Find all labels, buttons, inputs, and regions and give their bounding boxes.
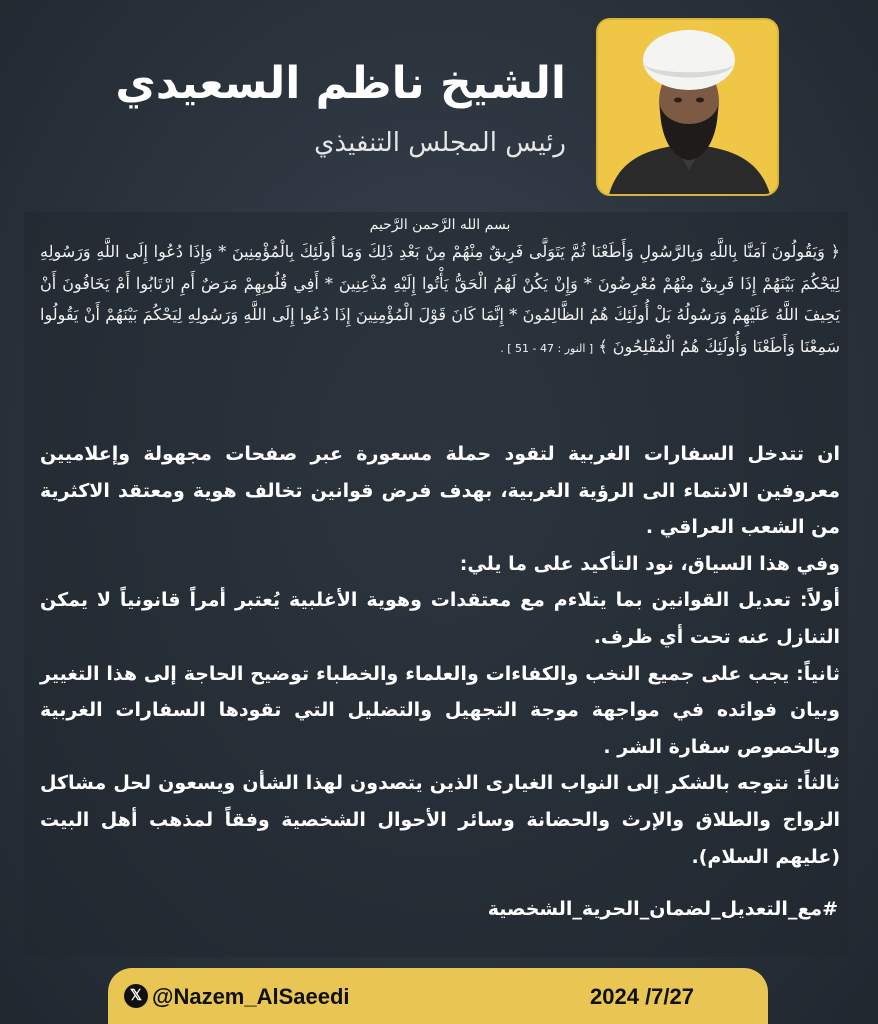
basmala: بسم الله الرَّحمن الرَّحيم: [369, 217, 511, 233]
paragraph-context: وفي هذا السياق، نود التأكيد على ما يلي:: [459, 552, 840, 575]
paragraph-first-point: أولاً: تعديل القوانين بما يتلاءم مع معتقدات وهوية الأغلبية يُعتبر أمراً قانونياً لا يمكن التنازل عنه تحت أي ظرف.: [40, 589, 840, 648]
quote-text: ﴿ وَيَقُولُونَ آمَنَّا بِاللَّهِ وَبِالرَّسُولِ وَأَطَعْنَا ثُمَّ يَتَوَلَّى فَرِيقٌ مِنْهُمْ مِنْ بَعْدِ ذَلِكَ وَمَا أُولَئِكَ بِالْمُؤْمِنِينَ * وَإِذَا دُعُوا إِلَى اللَّهِ وَرَسُولِهِ لِيَحْكُمَ بَيْنَهُمْ إِذَا فَرِيقٌ مِنْهُمْ مُعْرِضُونَ * وَإِنْ يَكُنْ لَهُمُ الْحَقُّ يَأْتُوا إِلَيْهِ مُذْعِنِينَ * أَفِي قُلُوبِهِمْ مَرَضٌ أَمِ ارْتَابُوا أَمْ يَخَافُونَ أَنْ يَحِيفَ اللَّهُ عَلَيْهِمْ وَرَسُولُهُ بَلْ أُولَئِكَ هُمُ الظَّالِمُونَ * إِنَّمَا كَانَ قَوْلَ الْمُؤْمِنِينَ إِذَا دُعُوا إِلَى اللَّهِ وَرَسُولِهِ لِيَحْكُمَ بَيْنَهُمْ أَنْ يَقُولُوا سَمِعْنَا وَأَطَعْنَا وَأُولَئِكَ هُمُ الْمُفْلِحُونَ ﴾: [40, 242, 840, 356]
avatar: [596, 18, 779, 196]
quran-quote: [40, 214, 840, 364]
footer-bar: [108, 968, 768, 1024]
paragraph-third-point: ثالثاً: نتوجه بالشكر إلى النواب الغيارى الذين يتصدون لهذا الشأن ويسعون لحل مشاكل الزواج والطلاق والإرث والحضانة وسائر الأحوال الشخصية وفقاً لمذهب أهل البيت (عليهم السلام).: [40, 772, 840, 868]
portrait-icon: [598, 20, 779, 196]
quote-reference: [ النور : 47 - 51 ] .: [500, 341, 594, 355]
paragraph-second-point: ثانياً: يجب على جميع النخب والكفاءات والعلماء والخطباء توضيح الحاجة إلى هذا التغيير وبيان فوائده في مواجهة موجة التجهيل والتضليل التي تقودها السفارات الغربية وبالخصوص سفارة الشر .: [40, 662, 840, 758]
post-date: 2024 /7/27: [590, 984, 694, 1009]
hashtag[interactable]: #مع_التعديل_لضمان_الحرية_الشخصية: [487, 898, 838, 920]
header: [0, 0, 878, 205]
social-handle[interactable]: @Nazem_AlSaeedi: [152, 984, 350, 1009]
page-title: الشيخ ناظم السعيدي: [115, 58, 566, 109]
x-logo-icon: 𝕏: [124, 984, 148, 1008]
paragraph-intro: ان تتدخل السفارات الغربية لتقود حملة مسعورة عبر صفحات مجهولة وإعلاميين معروفين الانتماء الى الرؤية الغربية، بهدف فرض قوانين تخالف هوية ومعتقد الاكثرية من الشعب العراقي .: [40, 443, 840, 539]
subtitle-role: رئيس المجلس التنفيذي: [314, 128, 566, 158]
statement-body: [40, 436, 840, 875]
